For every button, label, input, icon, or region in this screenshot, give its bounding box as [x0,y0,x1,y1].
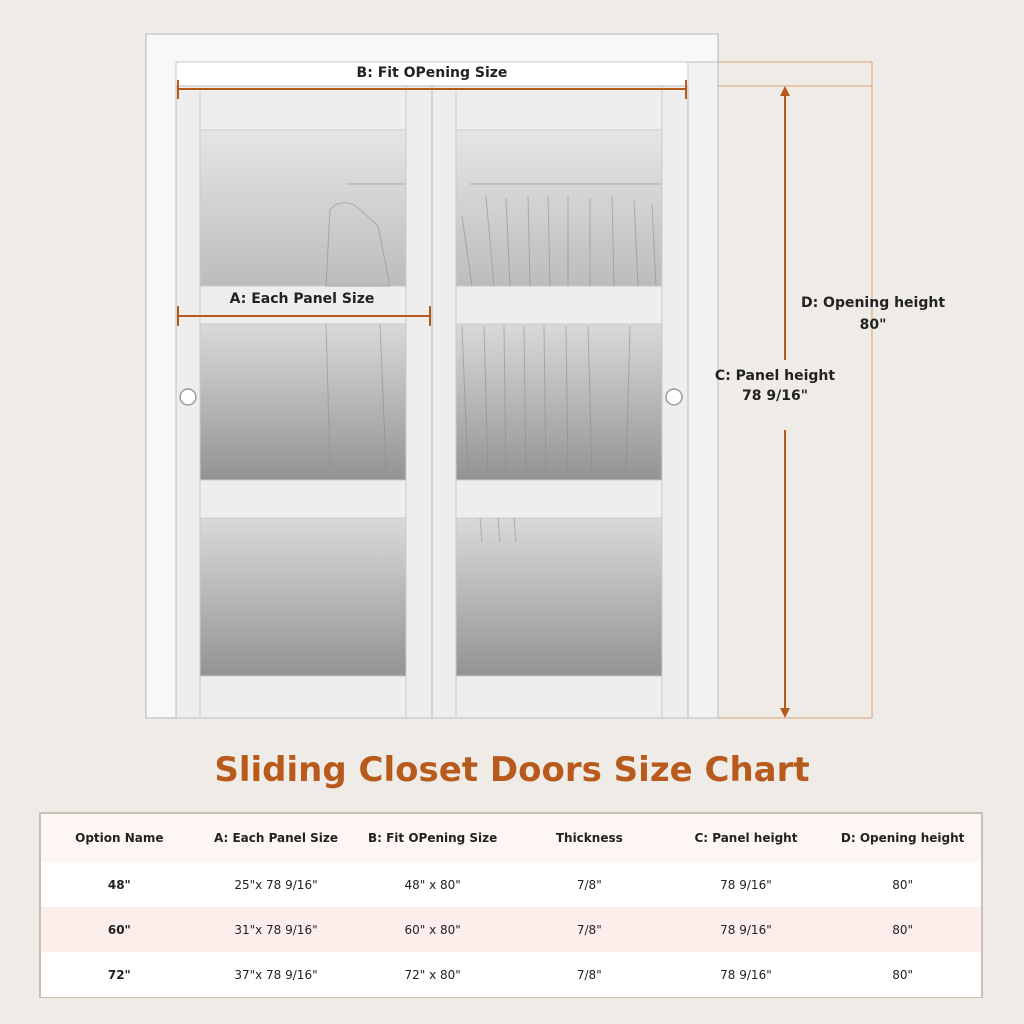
header-panel-height: C: Panel height [668,814,825,862]
header-opening-height: D: Opening height [824,814,981,862]
header-fit-opening-size: B: Fit OPening Size [354,814,511,862]
label-each-panel-size: A: Each Panel Size [229,291,375,307]
cell-panel-height: 78 9/16" [668,952,825,997]
cell-each-panel-size: 37"x 78 9/16" [198,952,355,997]
table-row [41,862,981,907]
left-door-panel [176,86,432,718]
header-option-name: Option Name [41,814,198,862]
cell-thickness: 7/8" [511,952,668,997]
cell-fit-opening-size: 72" x 80" [354,952,511,997]
cell-thickness: 7/8" [511,862,668,907]
right-glass-middle [456,324,662,480]
header-each-panel-size: A: Each Panel Size [198,814,355,862]
header-thickness: Thickness [511,814,668,862]
cell-opening-height: 80" [824,907,981,952]
left-handle [180,389,196,405]
table-row [41,907,981,952]
label-fit-opening-size: B: Fit OPening Size [356,65,508,81]
left-glass-bottom [200,518,406,676]
right-door-panel [432,86,688,718]
label-panel-height-value: 78 9/16" [742,388,808,404]
table-row [41,952,981,997]
label-opening-height-name: D: Opening height [800,295,946,311]
label-panel-height [714,366,836,406]
label-opening-height-value: 80" [859,317,887,333]
label-panel-height-name: C: Panel height [714,368,836,384]
size-chart-table [39,812,983,998]
cell-fit-opening-size: 60" x 80" [354,907,511,952]
cell-panel-height: 78 9/16" [668,907,825,952]
cell-each-panel-size: 31"x 78 9/16" [198,907,355,952]
cell-option-name: 48" [41,862,198,907]
cell-each-panel-size: 25"x 78 9/16" [198,862,355,907]
right-glass-bottom [456,518,662,676]
cell-opening-height: 80" [824,862,981,907]
cell-opening-height: 80" [824,952,981,997]
left-glass-middle [200,324,406,480]
cell-panel-height: 78 9/16" [668,862,825,907]
table-header-row [41,814,981,862]
cell-option-name: 72" [41,952,198,997]
cell-thickness: 7/8" [511,907,668,952]
chart-title: Sliding Closet Doors Size Chart [214,750,810,790]
left-glass-top [200,130,406,286]
right-handle [666,389,682,405]
cell-fit-opening-size: 48" x 80" [354,862,511,907]
cell-option-name: 60" [41,907,198,952]
label-opening-height [790,292,956,336]
